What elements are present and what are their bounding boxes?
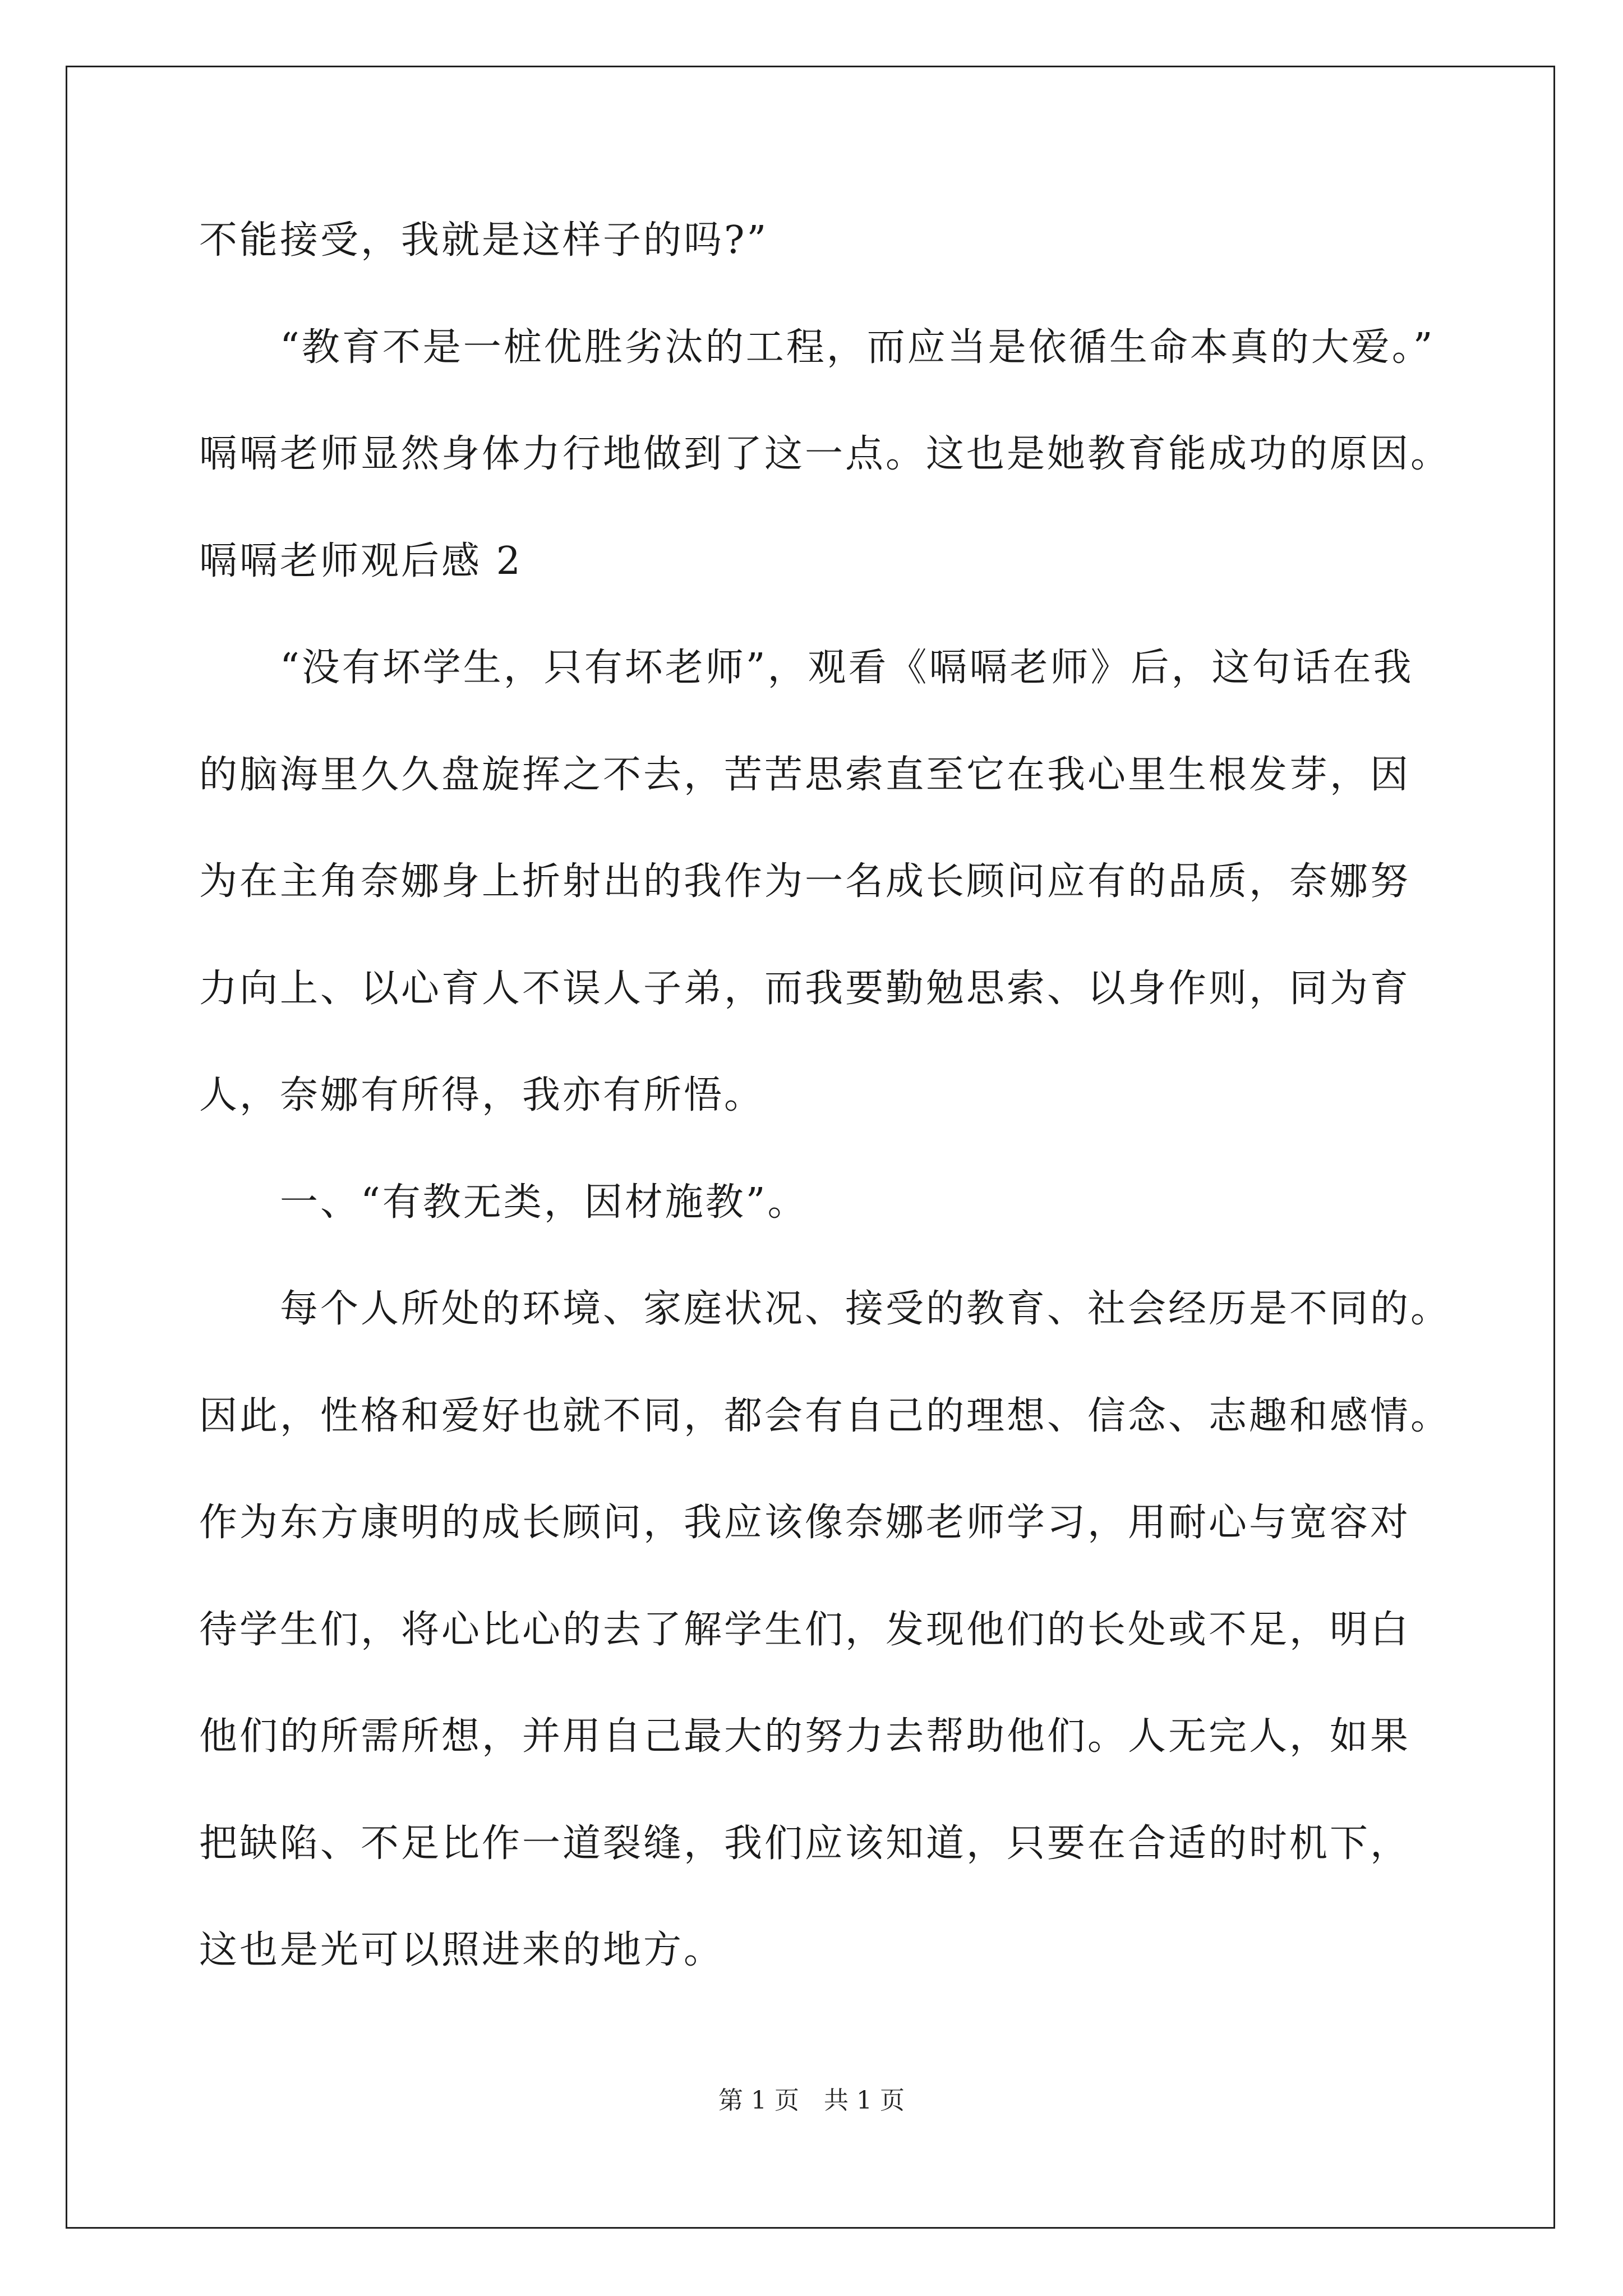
text-line-6: 的脑海里久久盘旋挥之不去，苦苦思索直至它在我心里生根发芽，因 <box>199 753 1411 797</box>
text-line-16: 把缺陷、不足比作一道裂缝，我们应该知道，只要在合适的时机下， <box>199 1821 1411 1866</box>
page-border <box>66 66 1555 2229</box>
subsection-heading: 一、“有教无类，因材施教”。 <box>199 1180 808 1225</box>
text-line-1: 不能接受，我就是这样子的吗?” <box>199 218 769 263</box>
text-line-11: 每个人所处的环境、家庭状况、接受的教育、社会经历是不同的。 <box>199 1287 1451 1331</box>
text-line-17: 这也是光可以照进来的地方。 <box>199 1928 725 1972</box>
text-line-13: 作为东方康明的成长顾问，我应该像奈娜老师学习，用耐心与宽容对 <box>199 1501 1411 1545</box>
text-line-8: 力向上、以心育人不误人子弟，而我要勤勉思索、以身作则，同为育 <box>199 967 1411 1011</box>
text-line-7: 为在主角奈娜身上折射出的我作为一名成长顾问应有的品质，奈娜努 <box>199 859 1411 904</box>
text-line-14: 待学生们，将心比心的去了解学生们，发现他们的长处或不足，明白 <box>199 1608 1411 1652</box>
text-line-15: 他们的所需所想，并用自己最大的努力去帮助他们。人无完人，如果 <box>199 1714 1411 1759</box>
section-heading: 嗝嗝老师观后感 2 <box>199 539 523 583</box>
text-line-5: “没有坏学生，只有坏老师”，观看《嗝嗝老师》后，这句话在我 <box>199 646 1414 690</box>
text-line-12: 因此，性格和爱好也就不同，都会有自己的理想、信念、志趣和感情。 <box>199 1394 1451 1438</box>
text-line-3: 嗝嗝老师显然身体力行地做到了这一点。这也是她教育能成功的原因。 <box>199 432 1451 476</box>
text-line-2: “教育不是一桩优胜劣汰的工程，而应当是依循生命本真的大爱。” <box>199 325 1435 370</box>
page-number-footer: 第 1 页 共 1 页 <box>718 2086 905 2115</box>
text-line-9: 人，奈娜有所得，我亦有所悟。 <box>199 1073 765 1117</box>
